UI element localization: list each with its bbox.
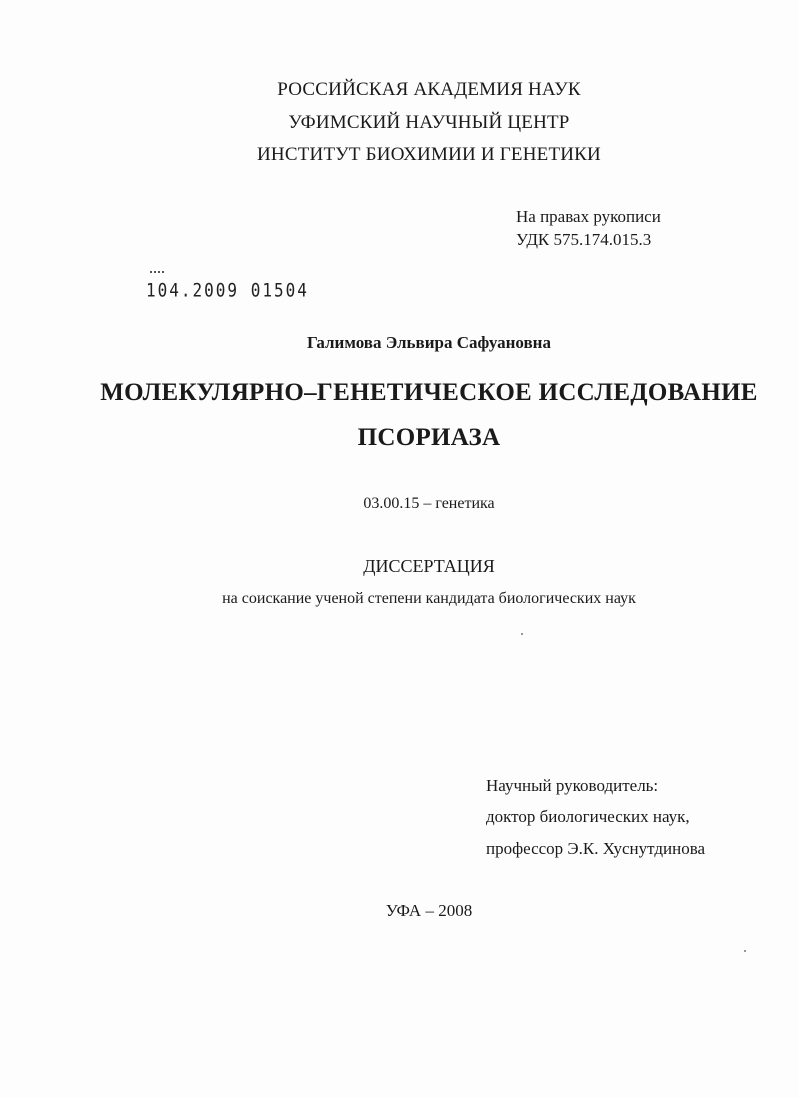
place-and-year: УФА – 2008	[385, 901, 473, 920]
dissertation-title-line-2: ПСОРИАЗА	[357, 424, 501, 451]
institute-name: ИНСТИТУТ БИОХИМИИ И ГЕНЕТИКИ	[257, 144, 601, 165]
author-name: Галимова Эльвира Сафуановна	[307, 333, 551, 352]
degree-purpose: на соискание ученой степени кандидата биологических наук	[222, 590, 636, 607]
dissertation-title-line-1: МОЛЕКУЛЯРНО–ГЕНЕТИЧЕСКОЕ ИССЛЕДОВАНИЕ	[100, 379, 758, 406]
advisor-name: профессор Э.К. Хуснутдинова	[486, 839, 706, 858]
scan-speck	[521, 633, 523, 635]
stamp-mark	[150, 271, 164, 275]
academy-name: РОССИЙСКАЯ АКАДЕМИЯ НАУК	[277, 79, 581, 100]
udc-code: УДК 575.174.015.3	[516, 230, 652, 249]
science-center-name: УФИМСКИЙ НАУЧНЫЙ ЦЕНТР	[288, 112, 570, 133]
library-stamp-number: 104.2009 01504	[146, 279, 309, 301]
specialty-code: 03.00.15 – генетика	[363, 495, 495, 512]
advisor-role: Научный руководитель:	[486, 776, 659, 795]
manuscript-rights-note: На правах рукописи	[516, 207, 661, 226]
advisor-degree: доктор биологических наук,	[486, 807, 690, 826]
work-type: ДИССЕРТАЦИЯ	[363, 556, 495, 576]
scan-speck	[744, 950, 746, 952]
